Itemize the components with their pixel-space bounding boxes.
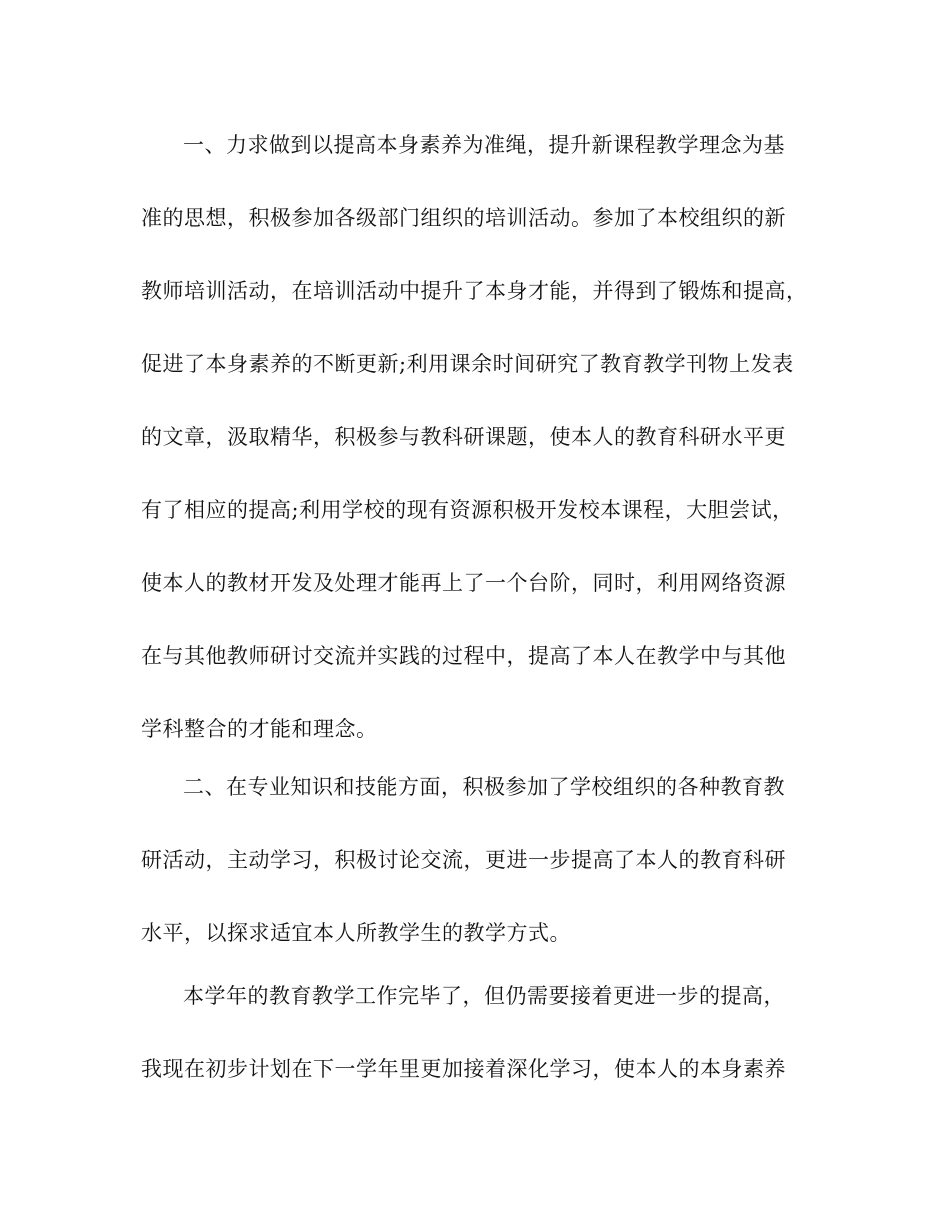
paragraph-1-line-3: 教师培训活动，在培训活动中提升了本身才能，并得到了锻炼和提高， — [141, 279, 808, 303]
paragraph-2-line-1: 二、在专业知识和技能方面，积极参加了学校组织的各种教育教 — [183, 775, 785, 799]
paragraph-1-line-6: 有了相应的提高;利用学校的现有资源积极开发校本课程，大胆尝试， — [141, 498, 794, 522]
paragraph-2-line-3: 水平，以探求适宜本人所教学生的教学方式。 — [141, 921, 571, 945]
paragraph-1-line-2: 准的思想，积极参加各级部门组织的培训活动。参加了本校组织的新 — [141, 206, 786, 230]
paragraph-2-line-2: 研活动，主动学习，积极讨论交流，更进一步提高了本人的教育科研 — [141, 848, 786, 872]
paragraph-1-line-7: 使本人的教材开发及处理才能再上了一个台阶，同时，利用网络资源 — [141, 571, 786, 595]
paragraph-1-line-1: 一、力求做到以提高本身素养为准绳，提升新课程教学理念为基 — [183, 133, 785, 157]
paragraph-3-line-1: 本学年的教育教学工作完毕了，但仍需要接着更进一步的提高， — [183, 984, 785, 1008]
paragraph-1-line-4: 促进了本身素养的不断更新;利用课余时间研究了教育教学刊物上发表 — [141, 352, 794, 376]
paragraph-3-line-2: 我现在初步计划在下一学年里更加接着深化学习，使本人的本身素养 — [141, 1057, 786, 1081]
paragraph-1-line-8: 在与其他教师研讨交流并实践的过程中，提高了本人在教学中与其他 — [141, 644, 786, 668]
paragraph-1-line-9: 学科整合的才能和理念。 — [141, 717, 378, 741]
paragraph-1-line-5: 的文章，汲取精华，积极参与教科研课题，使本人的教育科研水平更 — [141, 425, 786, 449]
